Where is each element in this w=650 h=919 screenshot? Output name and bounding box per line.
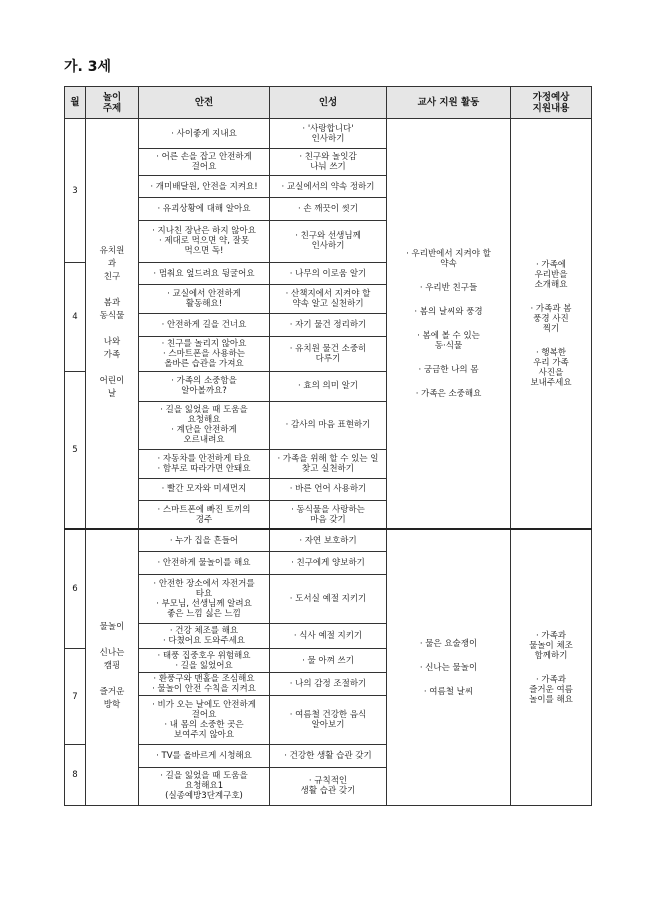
safety-cell: · 스마트폰에 빠진 토끼의 경주 bbox=[139, 500, 270, 529]
safety-cell: · 빨간 모자와 미세먼지 bbox=[139, 478, 270, 500]
home-support-item: · 가족과 즐거운 여름 놀이를 해요 bbox=[529, 674, 573, 705]
character-cell: · 물 아껴 쓰기 bbox=[270, 649, 387, 672]
theme-line bbox=[87, 363, 137, 376]
safety-cell: · 자동차를 안전하게 타요 · 함부로 따라가면 안돼요 bbox=[139, 449, 270, 478]
character-cell: · 손 깨끗이 씻기 bbox=[270, 198, 387, 220]
teacher-activity-item: · 여름철 날씨 bbox=[423, 686, 474, 697]
header-month: 월 bbox=[65, 87, 86, 119]
character-cell: · 바른 언어 사용하기 bbox=[270, 478, 387, 500]
theme-line: 친구 bbox=[103, 271, 121, 282]
home-support-item: · 행복한 우리 가족 사진을 보내주세요 bbox=[530, 347, 572, 388]
theme-line: 가족 bbox=[103, 349, 121, 360]
safety-cell: · 태풍 집중호우 위험해요 · 길을 잃었어요 bbox=[139, 649, 270, 672]
month-cell: 3 bbox=[65, 119, 86, 263]
safety-cell: · 안전하게 길을 건너요 bbox=[139, 314, 270, 336]
character-cell: · 자기 물건 정리하기 bbox=[270, 314, 387, 336]
safety-cell: · 지나친 장난은 하지 않아요 · 제대로 먹으면 약, 잘못 먹으면 독! bbox=[139, 220, 270, 262]
curriculum-table bbox=[64, 86, 592, 806]
character-cell: · 감사의 마음 표현하기 bbox=[270, 401, 387, 449]
safety-cell: · 가족의 소중함을 알아볼까요? bbox=[139, 372, 270, 401]
safety-cell: · 환풍구와 맨홀을 조심해요 · 물놀이 안전 수칙을 지켜요 bbox=[139, 672, 270, 695]
character-cell: · 동식물을 사랑하는 마음 갖기 bbox=[270, 500, 387, 529]
header-theme: 놀이 주제 bbox=[86, 87, 139, 119]
character-cell: · 건강한 생활 습관 갖기 bbox=[270, 745, 387, 767]
safety-cell: · 건강 체조를 해요 · 다쳤어요 도와주세요 bbox=[139, 623, 270, 649]
safety-cell: · TV를 올바르게 시청해요 bbox=[139, 745, 270, 767]
month-cell: 7 bbox=[65, 649, 86, 745]
safety-cell: · 교실에서 안전하게 활동해요! bbox=[139, 285, 270, 314]
theme-line: 방학 bbox=[103, 700, 121, 711]
character-cell: · 교실에서의 약속 정하기 bbox=[270, 175, 387, 197]
month-cell: 6 bbox=[65, 529, 86, 648]
safety-cell: · 누가 집을 흔들어 bbox=[139, 529, 270, 551]
table-row bbox=[65, 119, 592, 149]
safety-cell: · 비가 오는 날에도 안전하게 걸어요 · 내 몸의 소중한 곳은 보여주지 않아요 bbox=[139, 696, 270, 745]
header-home-support: 가정예상 지원내용 bbox=[511, 87, 592, 119]
theme-line: 캠핑 bbox=[103, 661, 121, 672]
teacher-activity-item: · 물은 요술쟁이 bbox=[419, 638, 478, 649]
character-cell: · 여름철 건강한 음식 알아보기 bbox=[270, 696, 387, 745]
home-support-item: · 가족과 물놀이 체조 함께하기 bbox=[529, 630, 573, 661]
theme-line: 유치원 bbox=[99, 245, 125, 256]
safety-cell: · 길을 잃었을 때 도움을 요청해요1 (실종예방3단계구호) bbox=[139, 767, 270, 805]
teacher-activity-cell bbox=[387, 529, 511, 805]
safety-cell: · 어른 손을 잡고 안전하게 걸어요 bbox=[139, 149, 270, 176]
month-cell: 4 bbox=[65, 263, 86, 372]
teacher-activity-item: · 궁금한 나의 몸 bbox=[418, 364, 479, 375]
theme-line: 나와 bbox=[103, 336, 121, 347]
table-row bbox=[65, 529, 592, 551]
teacher-activity-item: · 우리반에서 지켜야 할 약속 bbox=[406, 248, 491, 269]
safety-cell: · 개미배달원, 안전을 지켜요! bbox=[139, 175, 270, 197]
safety-cell: · 유괴상황에 대해 알아요 bbox=[139, 198, 270, 220]
theme-line: 과 bbox=[107, 258, 117, 269]
theme-line bbox=[87, 635, 137, 648]
safety-cell: · 길을 잃었을 때 도움을 요청해요 · 계단을 안전하게 오르내려요 bbox=[139, 401, 270, 449]
character-cell: · 나의 감정 조절하기 bbox=[270, 672, 387, 695]
character-cell: · 효의 의미 알기 bbox=[270, 372, 387, 401]
home-support-item: · 가족에 우리반을 소개해요 bbox=[534, 259, 568, 290]
theme-cell bbox=[86, 529, 139, 805]
teacher-activity-item: · 신나는 물놀이 bbox=[419, 662, 478, 673]
header-character: 인성 bbox=[270, 87, 387, 119]
character-cell: · 식사 예절 지키기 bbox=[270, 623, 387, 649]
safety-cell: · 멈춰요 엎드려요 뒹굴어요 bbox=[139, 263, 270, 285]
home-support-cell bbox=[511, 529, 592, 805]
safety-cell: · 안전한 장소에서 자전거를 타요 · 부모님, 선생님께 알려요 좋은 느낌 싫은 느낌 bbox=[139, 574, 270, 623]
teacher-activity-item: · 우리반 친구들 bbox=[419, 282, 478, 293]
home-support-item: · 가족과 봄 풍경 사진 찍기 bbox=[530, 303, 572, 334]
theme-line bbox=[87, 324, 137, 337]
character-cell: · 가족을 위해 할 수 있는 일 찾고 실천하기 bbox=[270, 449, 387, 478]
home-support-cell bbox=[511, 119, 592, 530]
theme-line: 어린이 bbox=[99, 375, 125, 386]
character-cell: · 도서실 예절 지키기 bbox=[270, 574, 387, 623]
character-cell: · 산책지에서 지켜야 할 약속 알고 실천하기 bbox=[270, 285, 387, 314]
theme-line: 물놀이 bbox=[99, 622, 125, 633]
safety-cell: · 사이좋게 지내요 bbox=[139, 119, 270, 149]
teacher-activity-cell bbox=[387, 119, 511, 530]
theme-cell bbox=[86, 119, 139, 530]
teacher-activity-item: · 봄에 볼 수 있는 동·식물 bbox=[417, 330, 480, 351]
character-cell: · 자연 보호하기 bbox=[270, 529, 387, 551]
page-title: 가. 3세 bbox=[64, 59, 111, 75]
theme-line bbox=[87, 285, 137, 298]
theme-line: 동식물 bbox=[99, 310, 125, 321]
character-cell: · '사랑합니다' 인사하기 bbox=[270, 119, 387, 149]
character-cell: · 친구와 선생님께 인사하기 bbox=[270, 220, 387, 262]
character-cell: · 규칙적인 생활 습관 갖기 bbox=[270, 767, 387, 805]
safety-cell: · 안전하게 물놀이를 해요 bbox=[139, 552, 270, 574]
theme-line: 봄과 bbox=[103, 297, 121, 308]
month-cell: 8 bbox=[65, 745, 86, 806]
theme-line: 신나는 bbox=[99, 648, 125, 659]
month-cell: 5 bbox=[65, 372, 86, 529]
theme-line: 날 bbox=[107, 388, 117, 399]
header-teacher-activity: 교사 지원 활동 bbox=[387, 87, 511, 119]
theme-line: 즐거운 bbox=[99, 687, 125, 698]
header-safety: 안전 bbox=[139, 87, 270, 119]
character-cell: · 친구에게 양보하기 bbox=[270, 552, 387, 574]
character-cell: · 친구와 놀잇감 나눠 쓰기 bbox=[270, 149, 387, 176]
teacher-activity-item: · 가족은 소중해요 bbox=[415, 388, 482, 399]
theme-line bbox=[87, 674, 137, 687]
safety-cell: · 친구를 놀리지 않아요 · 스마트폰을 사용하는 올바른 습관을 가져요 bbox=[139, 336, 270, 372]
teacher-activity-item: · 봄의 날씨와 풍경 bbox=[414, 306, 483, 317]
character-cell: · 유치원 물건 소중히 다루기 bbox=[270, 336, 387, 372]
character-cell: · 나무의 이로움 알기 bbox=[270, 263, 387, 285]
